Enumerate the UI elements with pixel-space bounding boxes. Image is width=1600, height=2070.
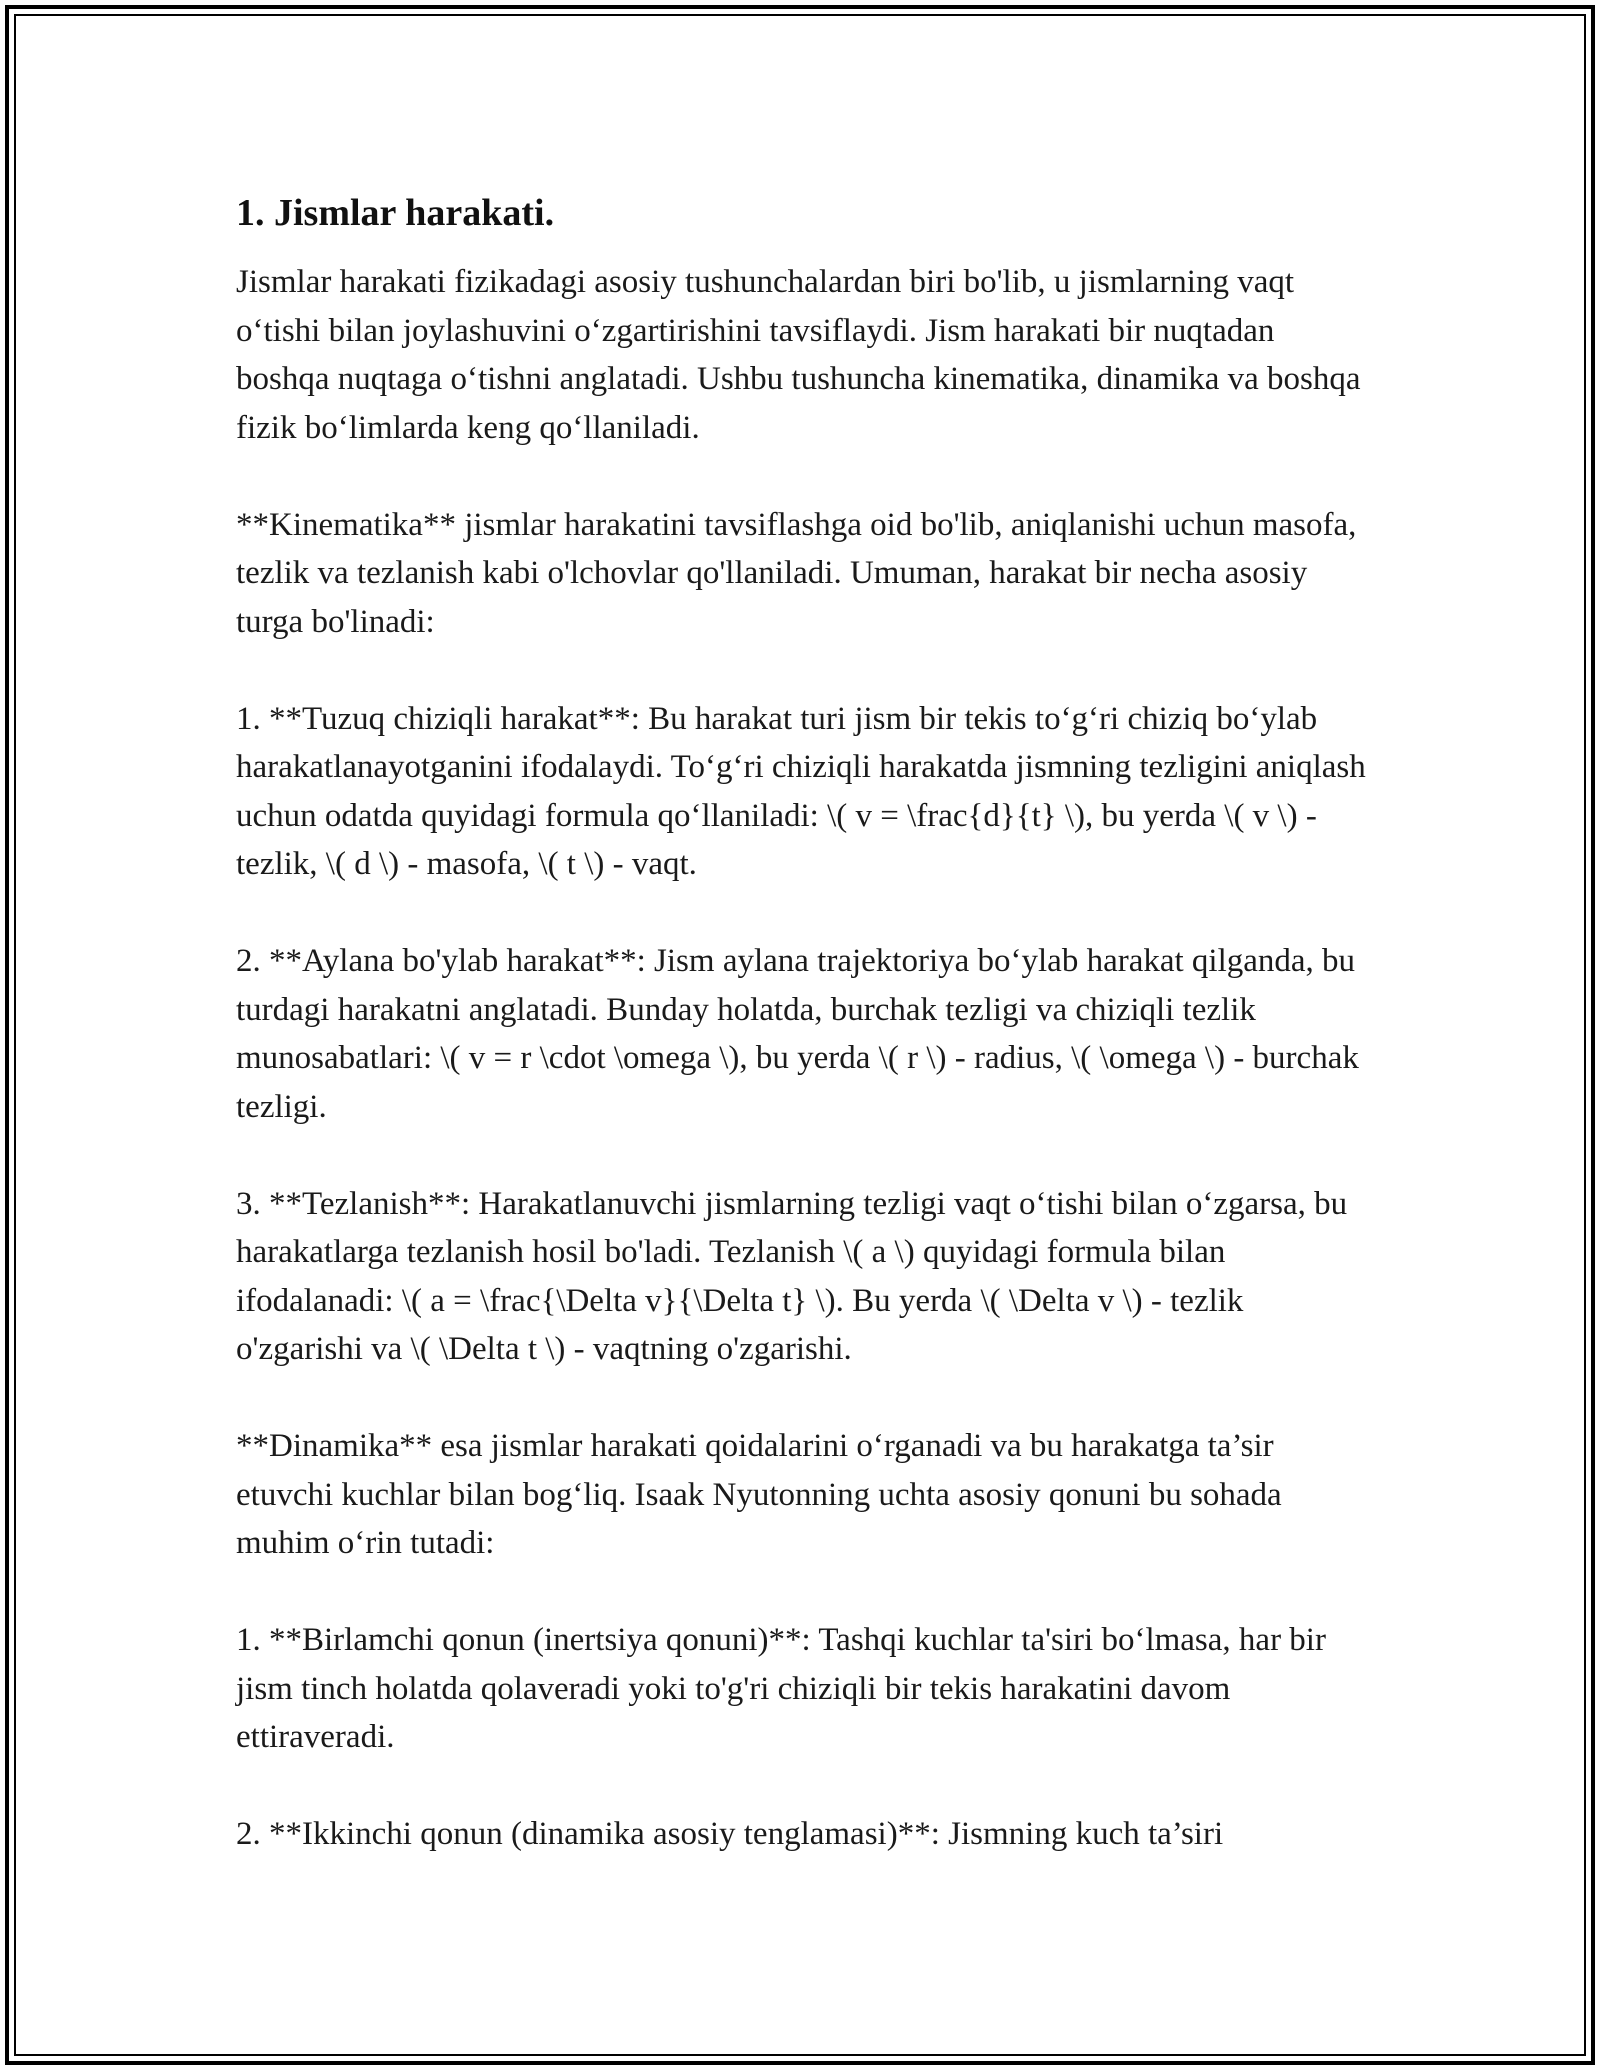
paragraph-kinematics: **Kinematika** jismlar harakatini tavsiflashga oid bo'lib, aniqlanishi uchun masofa, tezlik va tezlanish kabi o'lchovlar qo'llaniladi. Umuman, harakat bir necha asosiy turga bo'linadi: bbox=[236, 506, 1357, 640]
paragraph-circular-motion: 2. **Aylana bo'ylab harakat**: Jism aylana trajektoriya bo‘ylab harakat qilganda, bu turdagi harakatni anglatadi. Bunday holatda, burchak tezligi va chiziqli tezlik munosabatlari: \( v = r \cdot \omega \), bu yerda \( r \) - radius, \( \omega \) - burchak tezligi. bbox=[236, 943, 1359, 1125]
document-body bbox=[236, 190, 1376, 1907]
paragraph-second-law: 2. **Ikkinchi qonun (dinamika asosiy tenglamasi)**: Jismning kuch ta’siri bbox=[236, 1816, 1224, 1852]
paragraph-first-law: 1. **Birlamchi qonun (inertsiya qonuni)**: Tashqi kuchlar ta'siri bo‘lmasa, har bir jism tinch holatda qolaveradi yoki to'g'ri chiziqli bir tekis harakatini davom ettiraveradi. bbox=[236, 1622, 1326, 1755]
paragraph-linear-motion: 1. **Tuzuq chiziqli harakat**: Bu harakat turi jism bir tekis to‘g‘ri chiziq bo‘ylab harakatlanayotganini ifodalaydi. To‘g‘ri chiziqli harakatda jismning tezligini aniqlash uchun odatda quyidagi formula qo‘llaniladi: \( v = \frac{d}{t} \), bu yerda \( v \) - tezlik, \( d \) - masofa, \( t \) - vaqt. bbox=[236, 700, 1366, 882]
paragraph-dynamics: **Dinamika** esa jismlar harakati qoidalarini o‘rganadi va bu harakatga ta’sir etuvchi kuchlar bilan bog‘liq. Isaak Nyutonning uchta asosiy qonuni bu sohada muhim o‘rin tutadi: bbox=[236, 1428, 1282, 1561]
document-title: 1. Jismlar harakati. bbox=[236, 192, 555, 234]
paragraph-intro: Jismlar harakati fizikadagi asosiy tushunchalardan biri bo'lib, u jismlarning vaqt o‘tishi bilan joylashuvini o‘zgartirishini tavsiflaydi. Jism harakati bir nuqtadan boshqa nuqtaga o‘tishni anglatadi. Ushbu tushuncha kinematika, dinamika va boshqa fizik bo‘limlarda keng qo‘llaniladi. bbox=[236, 264, 1361, 446]
paragraph-acceleration: 3. **Tezlanish**: Harakatlanuvchi jismlarning tezligi vaqt o‘tishi bilan o‘zgarsa, bu harakatlarga tezlanish hosil bo'ladi. Tezlanish \( a \) quyidagi formula bilan ifodalanadi: \( a = \frac{\Delta v}{\Delta t} \). Bu yerda \( \Delta v \) - tezlik o'zgarishi va \( \Delta t \) - vaqtning o'zgarishi. bbox=[236, 1185, 1348, 1367]
